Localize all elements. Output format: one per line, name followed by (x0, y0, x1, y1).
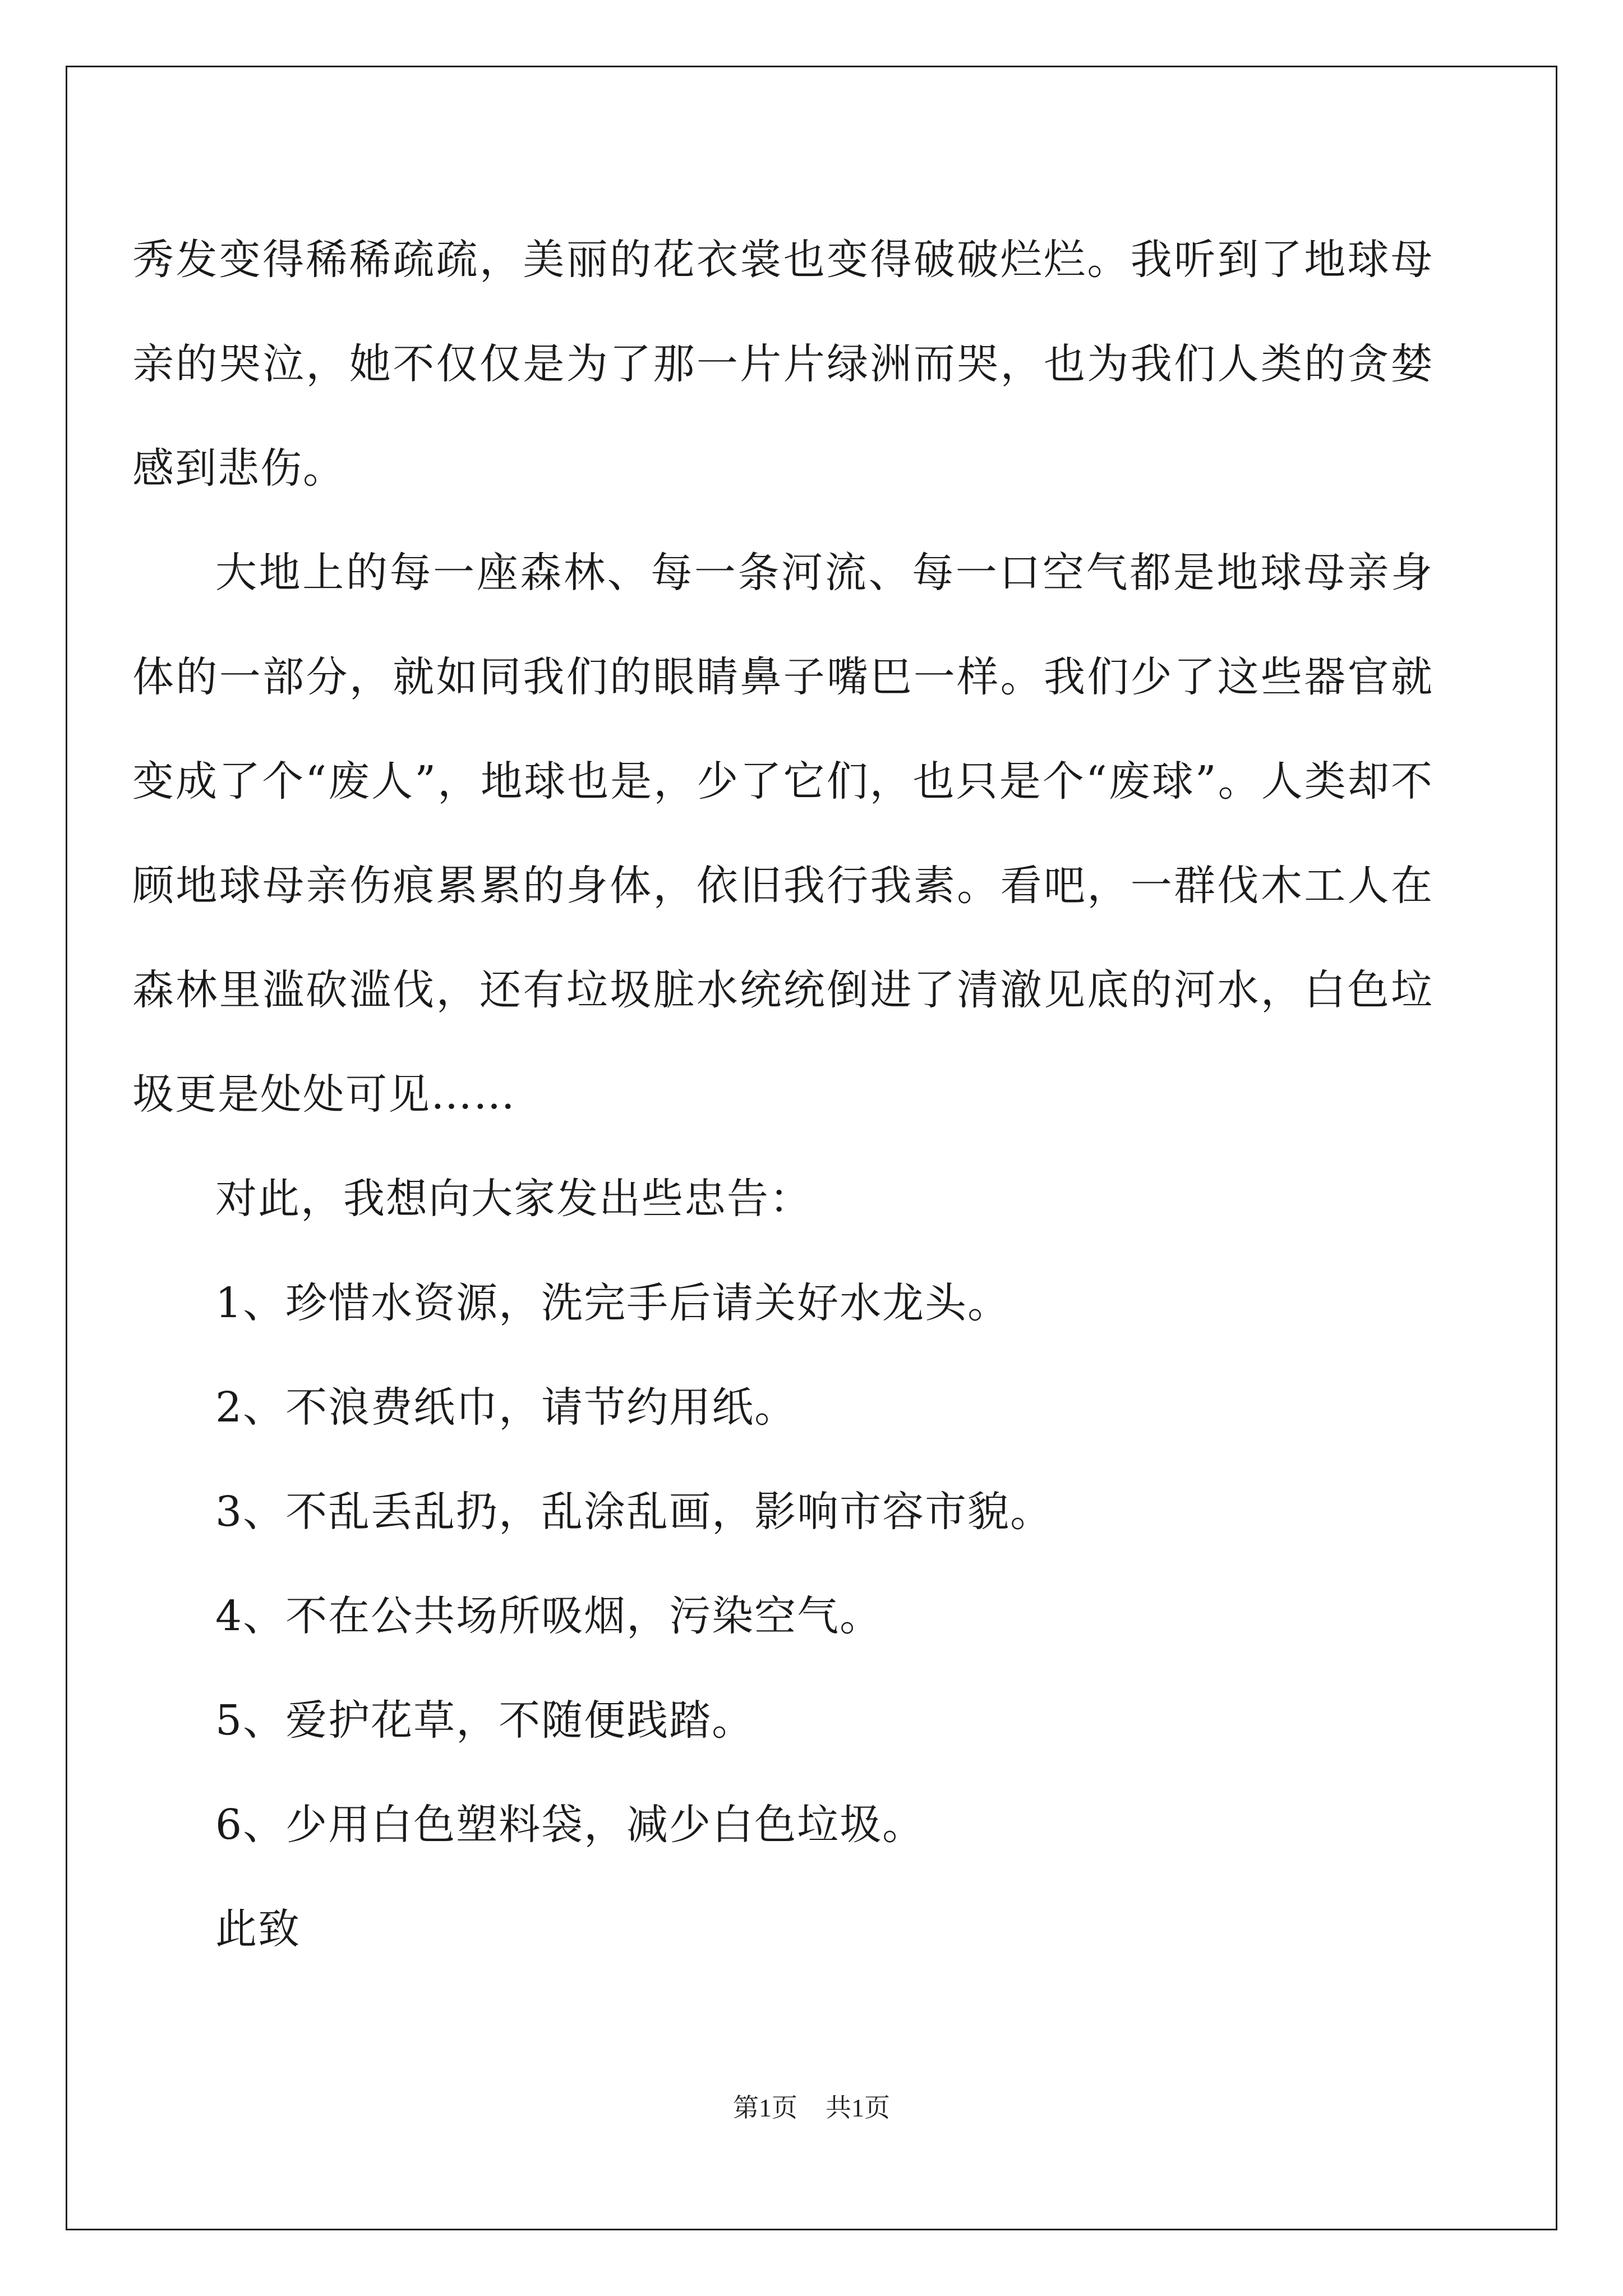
closing-salutation: 此致 (215, 1905, 301, 1953)
document-body (132, 208, 1433, 1981)
paragraph-1: 秀发变得稀稀疏疏，美丽的花衣裳也变得破破烂烂。我听到了地球母亲的哭泣，她不仅仅是为了那一片片绿洲而哭，也为我们人类的贪婪感到悲伤。 (132, 236, 1433, 493)
list-item-1: 1、珍惜水资源，洗完手后请关好水龙头。 (215, 1279, 1011, 1327)
list-item-4: 4、不在公共场所吸烟，污染空气。 (215, 1592, 883, 1640)
page-total: 共1页 (826, 2093, 890, 2122)
page-number: 第1页 (733, 2093, 797, 2122)
list-item-5: 5、爱护花草，不随便践踏。 (215, 1696, 755, 1745)
list-item-6: 6、少用白色塑料袋，减少白色垃圾。 (215, 1801, 925, 1849)
list-item-2: 2、不浪费纸巾，请节约用纸。 (215, 1383, 797, 1432)
paragraph-2: 大地上的每一座森林、每一条河流、每一口空气都是地球母亲身体的一部分，就如同我们的眼睛鼻子嘴巴一样。我们少了这些器官就变成了个“废人”，地球也是，少了它们，也只是个“废球”。人类却不顾地球母亲伤痕累累的身体，依旧我行我素。看吧，一群伐木工人在森林里滥砍滥伐，还有垃圾脏水统统倒进了清澈见底的河水，白色垃圾更是处处可见…… (132, 549, 1433, 1119)
list-item-3: 3、不乱丢乱扔，乱涂乱画，影响市容市貌。 (215, 1488, 1053, 1536)
paragraph-3: 对此，我想向大家发出些忠告： (215, 1175, 812, 1223)
page-footer (0, 2091, 1623, 2125)
